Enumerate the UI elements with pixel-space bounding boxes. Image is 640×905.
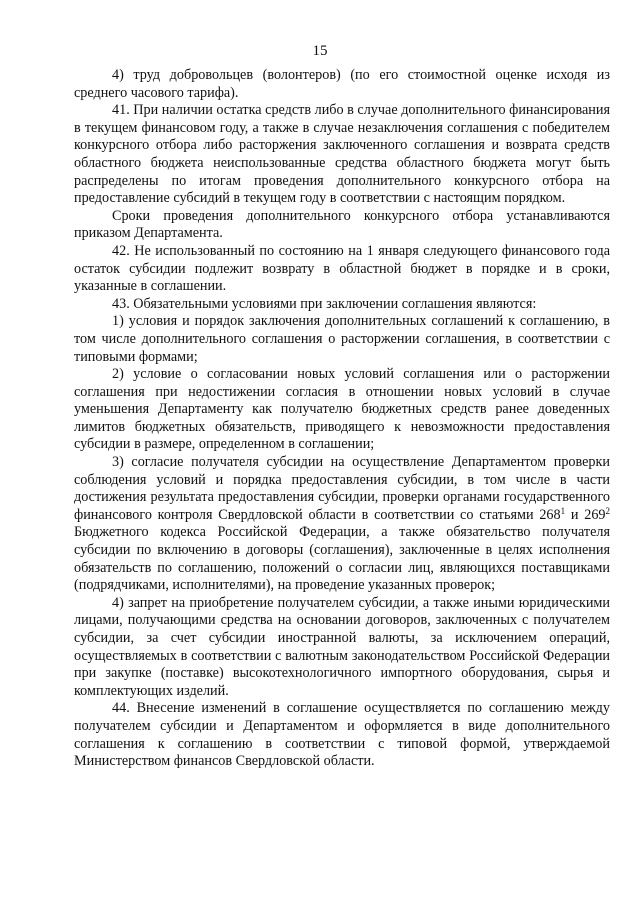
- superscript-1: 1: [560, 505, 566, 516]
- paragraph-item-4-volunteers: 4) труд добровольцев (волонтеров) (по его стоимостной оценке исходя из среднего часового тарифа).: [74, 67, 610, 101]
- paragraph-41: 41. При наличии остатка средств либо в случае дополнительного финансирования в текущем финансовом году, а также в случае незаключения соглашения с победителем конкурсного отбора либо расторжения заключенного соглашения и возврата средств областного бюджета неиспользованные средства областного бюджета могут быть распределены по итогам проведения дополнительного конкурсного отбора на предоставление субсидий в текущем году в соответствии с настоящим порядком.: [74, 102, 610, 207]
- paragraph-43-item-3-part1: 3) согласие получателя субсидии на осуществление Департаментом проверки соблюдения условий и порядка предоставления субсидии, в том числе в части достижения результата предоставления субсидии, проверки органами государственного финансового контроля Свердловской области в соответствии со статьями 268: [74, 454, 610, 523]
- paragraph-additional-selection-terms: Сроки проведения дополнительного конкурсного отбора устанавливаются приказом Департамента.: [74, 207, 610, 242]
- paragraph-42: 42. Не использованный по состоянию на 1 января следующего финансового года остаток субсидии подлежит возврату в областной бюджет в порядке и в сроки, указанные в соглашении.: [74, 242, 610, 295]
- superscript-2: 2: [605, 505, 611, 516]
- paragraph-43-item-3: [74, 454, 610, 595]
- paragraph-43-item-1: 1) условия и порядок заключения дополнительных соглашений к соглашению, в том числе дополнительного соглашения о расторжении соглашения, в соответствии с типовыми формами;: [74, 313, 610, 365]
- paragraph-43-item-2: 2) условие о согласовании новых условий соглашения или о расторжении соглашения при недостижении согласия в отношении новых условий в случае уменьшения Департаменту как получателю бюджетных средств ранее доведенных лимитов бюджетных обязательств, приводящего к невозможности предоставления субсидии в размере, определенном в соглашении;: [74, 366, 610, 453]
- page-number: 15: [312, 43, 328, 59]
- paragraph-43-item-3-part2: и 269: [565, 506, 606, 523]
- paragraph-43: 43. Обязательными условиями при заключении соглашения являются:: [112, 295, 537, 312]
- paragraph-43-item-3-part3: Бюджетного кодекса Российской Федерации, а также обязательство получателя субсидии по включению в договоры (соглашения), заключенные в целях исполнения обязательств по соглашению, положений о согласии лиц, являющихся поставщиками (подрядчиками, исполнителями), на проведение указанных проверок;: [74, 524, 610, 594]
- document-body: [74, 67, 610, 771]
- paragraph-44: 44. Внесение изменений в соглашение осуществляется по соглашению между получателем субсидии и Департаментом и оформляется в виде дополнительного соглашения к соглашению в соответствии с типовой формой, утверждаемой Министерством финансов Свердловской области.: [74, 700, 610, 770]
- paragraph-43-item-4: 4) запрет на приобретение получателем субсидии, а также иными юридическими лицами, получающими средства на основании договоров, заключенных с получателем субсидии, за счет субсидии иностранной валюты, за исключением операций, осуществляемых в соответствии с валютным законодательством Российской Федерации при закупке (поставке) высокотехнологичного импортного оборудования, сырья и комплектующих изделий.: [74, 594, 610, 699]
